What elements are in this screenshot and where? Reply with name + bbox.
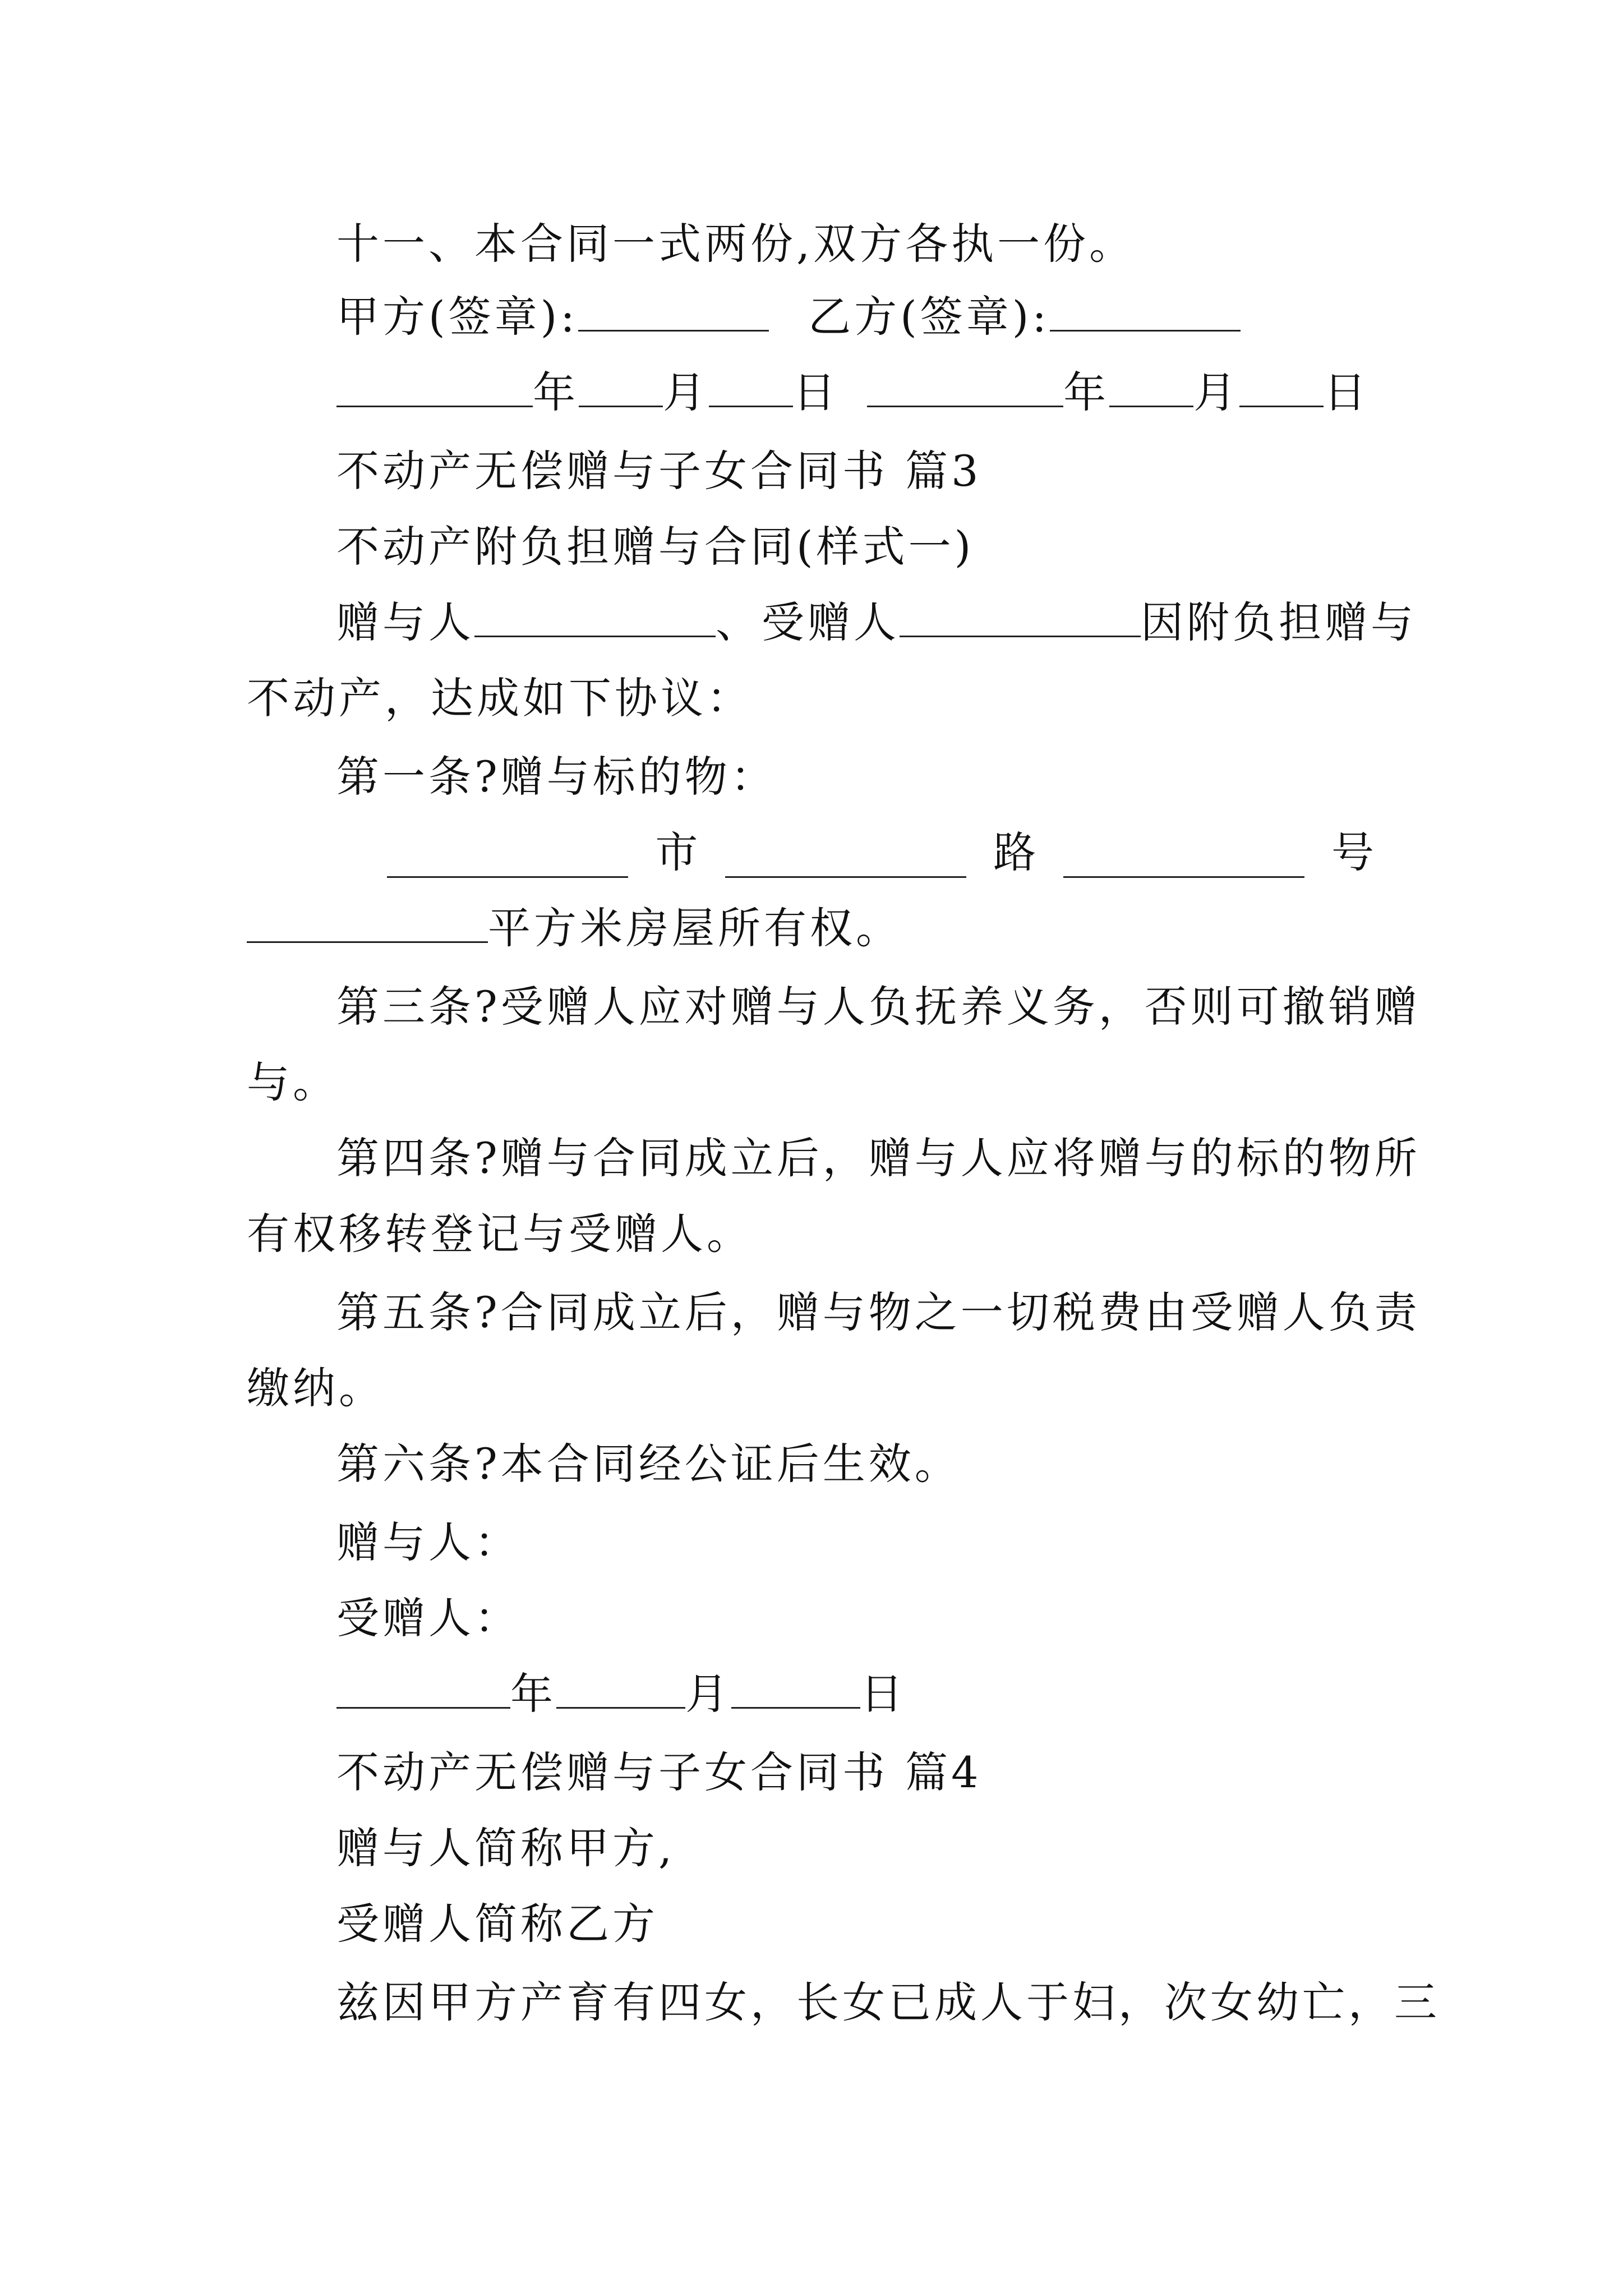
- date-line-2: [336, 1669, 906, 1719]
- parties-line-cont: 不动产，达成如下协议：: [247, 673, 753, 723]
- day-label-2: 日: [1324, 367, 1370, 417]
- section-heading-3: 不动产无偿赠与子女合同书 篇3: [336, 446, 982, 496]
- year-label-2: 年: [1063, 367, 1110, 417]
- month-label-3: 月: [685, 1669, 731, 1719]
- party-b-signature-blank[interactable]: [1050, 293, 1241, 332]
- year-label: 年: [533, 367, 579, 417]
- donee-signature-label: 受赠人：: [336, 1593, 520, 1643]
- number-blank[interactable]: [1063, 839, 1304, 878]
- donee-definition: 受赠人简称乙方: [336, 1899, 658, 1949]
- donor-signature-label: 赠与人：: [336, 1517, 520, 1567]
- month-label: 月: [663, 367, 709, 417]
- month-blank-3[interactable]: [556, 1670, 685, 1709]
- article-6: 第六条?本合同经公证后生效。: [336, 1439, 961, 1489]
- article-4: 第四条?赠与合同成立后，赠与人应将赠与的标的物所: [336, 1133, 1421, 1183]
- donor-label: 赠与人: [336, 597, 474, 647]
- parties-line-tail: 因附负担赠与: [1141, 597, 1417, 647]
- donor-blank[interactable]: [474, 599, 716, 637]
- year-blank[interactable]: [336, 369, 533, 407]
- day-blank-3[interactable]: [731, 1670, 860, 1709]
- party-a-signature-blank[interactable]: [578, 293, 769, 332]
- party-b-signature-label: 乙方(签章):: [808, 292, 1050, 342]
- clause-11: 十一、本合同一式两份,双方各执一份。: [336, 219, 1136, 269]
- area-blank[interactable]: [247, 904, 488, 943]
- date-line-1: [336, 367, 1370, 418]
- road-blank[interactable]: [725, 839, 966, 878]
- area-label: 平方米房屋所有权。: [488, 903, 902, 953]
- article-1: 第一条?赠与标的物：: [336, 752, 777, 802]
- city-blank[interactable]: [387, 839, 628, 878]
- party-a-signature-label: 甲方(签章):: [336, 292, 578, 342]
- article-5-cont: 缴纳。: [247, 1363, 385, 1413]
- year-blank-3[interactable]: [336, 1670, 510, 1709]
- article-4-cont: 有权移转登记与受赠人。: [247, 1209, 753, 1259]
- parties-line: [336, 597, 1417, 648]
- year-label-3: 年: [510, 1669, 556, 1719]
- property-address-line: [387, 827, 1374, 878]
- section-heading-4: 不动产无偿赠与子女合同书 篇4: [336, 1747, 982, 1797]
- month-blank-2[interactable]: [1109, 369, 1193, 407]
- area-line: [247, 903, 902, 954]
- article-3-cont: 与。: [247, 1057, 339, 1107]
- contract-title: 不动产附负担赠与合同(样式一): [336, 522, 975, 572]
- year-blank-2[interactable]: [867, 369, 1063, 407]
- recital-line: 兹因甲方产育有四女，长女已成人于妇，次女幼亡，三: [336, 1977, 1440, 2027]
- city-label: 市: [655, 827, 698, 877]
- article-3: 第三条?受赠人应对赠与人负抚养义务，否则可撤销赠: [336, 982, 1421, 1032]
- article-5: 第五条?合同成立后，赠与物之一切税费由受赠人负责: [336, 1287, 1421, 1337]
- day-blank[interactable]: [709, 369, 793, 407]
- day-label-3: 日: [860, 1669, 906, 1719]
- signature-line: [336, 292, 1241, 342]
- donor-definition: 赠与人简称甲方,: [336, 1823, 676, 1873]
- day-blank-2[interactable]: [1239, 369, 1324, 407]
- donee-blank[interactable]: [900, 599, 1141, 637]
- donee-label: 、受赠人: [716, 597, 900, 647]
- day-label: 日: [793, 367, 839, 417]
- month-blank[interactable]: [579, 369, 663, 407]
- number-label: 号: [1331, 827, 1374, 877]
- month-label-2: 月: [1193, 367, 1240, 417]
- road-label: 路: [993, 827, 1036, 877]
